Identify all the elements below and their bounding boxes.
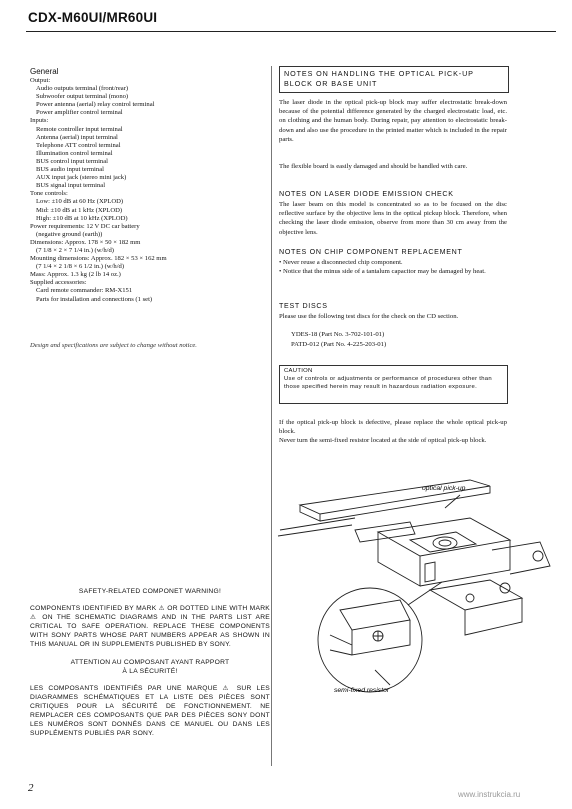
spec-output-item: Power antenna (aerial) relay control terminal (36, 101, 155, 109)
spec-inputs-label: Inputs: (30, 117, 49, 125)
test-discs-intro: Please use the following test discs for the check on the CD section. (279, 313, 459, 320)
chip-heading: NOTES ON CHIP COMPONENT REPLACEMENT (279, 248, 463, 256)
optical-paragraph-1: The laser diode in the optical pick-up block may suffer electrostatic break-down because of the potential difference generated by the charged electrostatic load, etc. on clothing and the human body. During repair, pay attention to electrostatic break-down and also use the procedure in the printed matter which is included in the repair parts. (279, 99, 507, 143)
label-semi-fixed-resistor: semi-fixed resistor (334, 687, 390, 694)
model-title: CDX-M60UI/MR60UI (28, 10, 158, 25)
specifications (30, 67, 268, 304)
spec-input-item: BUS control input terminal (36, 157, 108, 165)
safety-title-fr-2: À LA SÉCURITÉ! (122, 667, 178, 675)
pickup-drawing (260, 470, 560, 700)
spec-output-item: Audio outputs terminal (front/rear) (36, 85, 129, 93)
spec-power: Power requirements: 12 V DC car battery (30, 222, 140, 230)
spec-heading: General (30, 67, 59, 76)
pickup-note-2: Never turn the semi-fixed resistor located at the side of optical pick-up block. (279, 437, 487, 444)
spec-tone-item: High: ±10 dB at 10 kHz (XPLOD) (36, 214, 128, 222)
chip-bullet-1: • Never reuse a disconnected chip component. (279, 259, 403, 266)
safety-warning (30, 587, 270, 738)
spec-power-detail: (negative ground (earth)) (36, 230, 103, 238)
safety-title-fr: ATTENTION AU COMPOSANT AYANT RAPPORT (70, 658, 230, 666)
test-disc-2: PATD-012 (Part No. 4-225-203-01) (291, 341, 387, 348)
label-optical-pickup: optical pick-up (422, 485, 466, 492)
optical-paragraph-2: The flexible board is easily damaged and should be handled with care. (279, 163, 468, 170)
optical-handling-title: NOTES ON HANDLING THE OPTICAL PICK-UP BLOCK OR BASE UNIT (284, 69, 474, 88)
spec-output-label: Output: (30, 77, 51, 84)
spec-input-item: Illumination control terminal (36, 149, 113, 157)
spec-supplied-item: Parts for installation and connections (1 set) (36, 295, 153, 303)
test-disc-1: YDES-18 (Part No. 3-702-101-01) (291, 331, 385, 338)
laser-heading: NOTES ON LASER DIODE EMISSION CHECK (279, 190, 454, 198)
spec-input-item: Remote controller input terminal (36, 125, 123, 133)
spec-tone-label: Tone controls: (30, 190, 68, 198)
header-rule (26, 31, 556, 32)
spec-dimensions: Dimensions: Approx. 178 × 50 × 182 mm (30, 238, 141, 246)
spec-mounting-detail: (7 1/4 × 2 1/8 × 6 1/2 in.) (w/h/d) (36, 263, 125, 271)
pickup-figure (260, 470, 560, 700)
spec-supplied-item: Card remote commander: RM-X151 (36, 287, 133, 295)
caution-text: Use of controls or adjustments or performance of procedures other than those specified herein may result in hazardous radiation exposure. (284, 376, 492, 391)
safety-text-fr: LES COMPOSANTS IDENTIFIÉS PAR UNE MARQUE ⚠ SUR LES DIAGRAMMES SCHÉMATIQUES ET LA LISTE DES PIÈCES SONT CRITIQUES POUR LA SÉCURITÉ DE FONCTIONNEMENT. NE REMPLACER CES COMPOSANTS QUE PAR DES PIÈCES SONY DONT LES NUMÉROS SONT DONNÉS DANS CE MANUEL OU DANS LES SUPPLÉMENTS PUBLIÉS PAR SONY. (30, 684, 270, 738)
laser-paragraph: The laser beam on this model is concentrated so as to be focused on the disc reflective surface by the objective lens in the optical pickup block. Therefore, when checking the laser diode emission, observe from more than 30 cm away from the objective lens. (279, 201, 507, 236)
spec-input-item: BUS audio input terminal (36, 166, 104, 174)
spec-dimensions-detail: (7 1/8 × 2 × 7 1/4 in.) (w/h/d) (36, 246, 114, 254)
spec-mass: Mass: Approx. 1.3 kg (2 lb 14 oz.) (30, 271, 121, 279)
caution-title: CAUTION (284, 368, 313, 374)
spec-input-item: BUS signal input terminal (36, 182, 106, 190)
safety-text-en: COMPONENTS IDENTIFIED BY MARK ⚠ OR DOTTED LINE WITH MARK ⚠ ON THE SCHEMATIC DIAGRAMS AND IN THE PARTS LIST ARE CRITICAL TO SAFE OPERATION. REPLACE THESE COMPONENTS WITH SONY PARTS WHOSE PART NUMBERS APPEAR AS SHOWN IN THIS MANUAL OR IN SUPPLEMENTS PUBLISHED BY SONY. (30, 605, 270, 649)
spec-input-item: Antenna (aerial) input terminal (36, 133, 118, 141)
spec-note: Design and specifications are subject to change without notice. (30, 342, 197, 349)
spec-tone-item: Mid: ±10 dB at 1 kHz (XPLOD) (36, 206, 123, 214)
safety-title: SAFETY-RELATED COMPONET WARNING! (78, 588, 222, 595)
spec-tone-item: Low: ±10 dB at 60 Hz (XPLOD) (36, 198, 124, 206)
optical-handling-box (279, 66, 509, 93)
spec-output-item: Power amplifier control terminal (36, 109, 123, 117)
pickup-note-1: If the optical pick-up block is defective, please replace the whole optical pick-up block. (279, 419, 507, 436)
page-number: 2 (28, 782, 34, 794)
spec-input-item: Telephone ATT control terminal (36, 141, 121, 149)
chip-bullets (279, 258, 507, 276)
caution-box (279, 365, 508, 404)
chip-bullet-2: • Notice that the minus side of a tantalum capacitor may be damaged by heat. (279, 268, 486, 276)
spec-input-item: AUX input jack (stereo mini jack) (36, 174, 127, 182)
test-discs-heading: TEST DISCS (279, 302, 328, 310)
watermark: www.instrukcia.ru (458, 790, 521, 799)
spec-mounting: Mounting dimensions: Approx. 182 × 53 × 162 mm (30, 255, 167, 263)
spec-supplied-label: Supplied accessories: (30, 279, 87, 287)
spec-output-item: Subwoofer output terminal (mono) (36, 93, 129, 101)
